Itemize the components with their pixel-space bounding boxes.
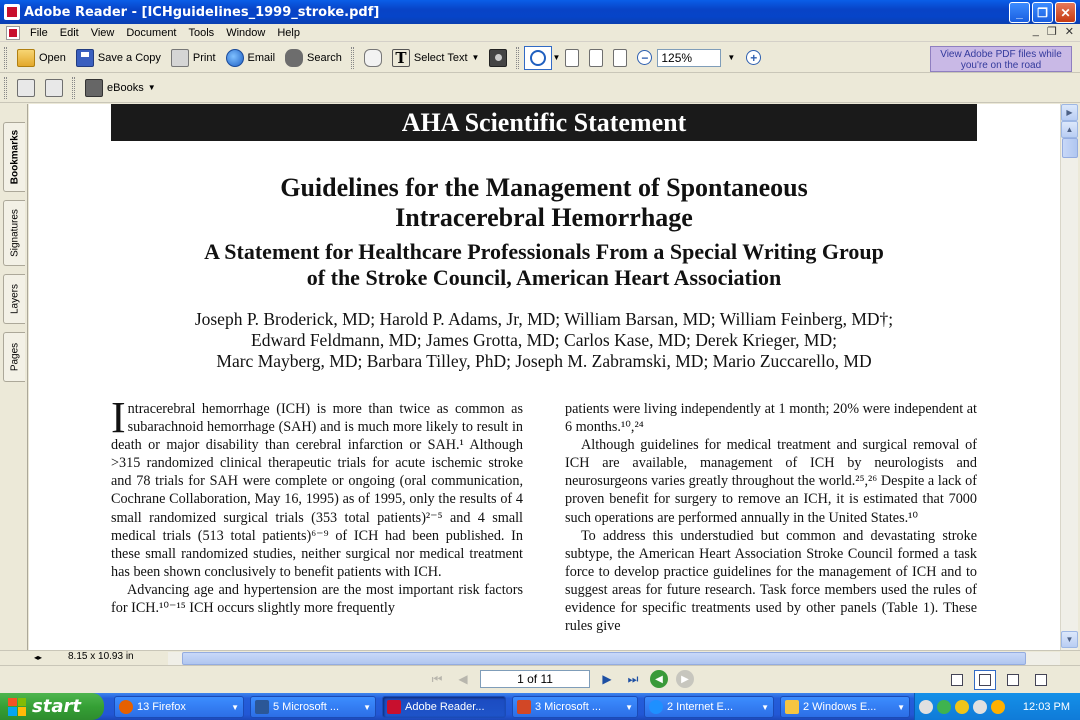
printer-icon [171,49,189,67]
pages-icon [45,79,63,97]
folder-open-icon [17,49,35,67]
word-icon [255,700,269,714]
task-label: 2 Internet E... [667,701,734,713]
menu-window[interactable]: Window [226,26,266,39]
title-line: Guidelines for the Management of Spontaneous [280,173,808,202]
security-icon[interactable] [955,700,969,714]
author-list [111,309,977,372]
text-cursor-icon: T [392,49,410,67]
tab-pages[interactable]: Pages [3,332,25,382]
toolbar-grip[interactable] [516,47,519,69]
close-button[interactable]: ✕ [1055,2,1076,23]
page-icon [565,49,579,67]
previous-page-button[interactable]: ◀ [458,672,468,686]
two-pages-button[interactable] [40,76,68,100]
tray-expand-icon[interactable] [919,700,933,714]
floppy-disk-icon [76,49,94,67]
minimize-button[interactable]: _ [1009,2,1030,23]
task-label: Adobe Reader... [405,701,485,713]
save-copy-button[interactable] [71,46,166,70]
facing-button[interactable] [1002,670,1024,690]
volume-icon[interactable] [973,700,987,714]
paragraph: Advancing age and hypertension are the most important risk factors for ICH.¹⁰⁻¹⁵ ICH occurs slightly more frequently [111,581,523,617]
paragraph-text: ntracerebral hemorrhage (ICH) is more than twice as common as subarachnoid hemorrhage (SAH) and is much more likely to result in death or major disability than cerebral infarction or SAH.¹ Although >315 randomized clinical therapeutic trials for acute ischemic stroke and 78 trials for SAH were complete or ongoing (oral communication, Cochrane Collaboration, May 16, 1995) as of 1995, only the results of 4 small randomized surgical trials (353 total patients)²⁻⁵ and 4 small medical trials (513 total patients)⁶⁻⁹ of ICH had been published. In these small randomized studies, neither surgical nor medical treatment has been shown conclusively to benefit patients with ICH. [111,401,523,580]
zoom-tool-button[interactable] [524,46,552,70]
start-label: start [32,696,81,717]
user-icon[interactable] [991,700,1005,714]
menu-tools[interactable]: Tools [188,26,215,39]
title-bar [0,0,1080,24]
tab-signatures[interactable]: Signatures [3,200,25,266]
task-adobe-reader[interactable] [382,696,506,718]
email-label: Email [247,51,276,64]
scroll-down-button[interactable]: ▼ [1061,631,1078,648]
minus-icon: − [637,50,652,65]
zoom-in-button[interactable] [741,46,766,70]
hand-icon [364,49,382,67]
document-title [111,173,977,233]
task-windows-explorer[interactable] [780,696,910,718]
open-label: Open [39,51,66,64]
save-copy-label: Save a Copy [97,51,161,64]
internet-explorer-icon [649,700,663,714]
author-line: Edward Feldmann, MD; James Grotta, MD; Carlos Kase, MD; Derek Krieger, MD; [251,330,837,350]
navigation-pane [0,104,28,650]
chevron-down-icon: ▼ [761,702,769,712]
menu-document[interactable]: Document [126,26,177,39]
search-label: Search [307,51,342,64]
task-internet-explorer[interactable] [644,696,774,718]
page-icon [613,49,627,67]
adobe-promo-banner[interactable]: View Adobe PDF files while you're on the road [930,46,1072,72]
task-microsoft-word[interactable] [250,696,376,718]
page-controls [428,670,694,688]
scroll-up-button[interactable]: ▲ [1061,121,1078,138]
chevron-down-icon[interactable]: ▼ [552,53,561,62]
doc-close-button[interactable]: ✕ [1064,26,1074,38]
ebooks-label: eBooks [107,81,144,94]
task-label: 13 Firefox [137,701,186,713]
zoom-level-field[interactable]: 125% [657,49,721,67]
facing-icon [1007,674,1019,686]
vertical-scrollbar[interactable] [1060,104,1078,650]
task-microsoft-powerpoint[interactable] [512,696,638,718]
continuous-facing-button[interactable] [1030,670,1052,690]
statement-banner: AHA Scientific Statement [111,104,977,141]
page-size-indicator [0,651,150,665]
camera-icon [489,49,507,67]
network-icon[interactable] [937,700,951,714]
window-title: Adobe Reader - [ICHguidelines_1999_stroke.pdf] [24,4,380,20]
adobe-reader-icon [387,700,401,714]
menu-view[interactable]: View [90,26,115,39]
first-page-button[interactable]: ⏮ [431,671,443,686]
rotate-page-icon [17,79,35,97]
resize-grip-icon[interactable]: ◂▸ [34,653,43,662]
snapshot-button[interactable] [484,46,512,70]
email-icon [226,49,244,67]
fit-page-button[interactable] [584,46,608,70]
firefox-icon [119,700,133,714]
document-window-controls [1033,25,1074,38]
document-subtitle [111,239,977,291]
windows-logo-icon [8,698,26,716]
adobe-reader-icon [4,4,20,20]
page-icon [589,49,603,67]
continuous-button[interactable] [974,670,996,690]
text-column-right [565,400,977,635]
search-button[interactable] [280,46,347,70]
tab-bookmarks[interactable]: Bookmarks [3,122,25,192]
subtitle-line: A Statement for Healthcare Professionals From a Special Writing Group [204,239,884,264]
print-button[interactable] [166,46,221,70]
menu-file[interactable]: File [30,26,48,39]
go-back-button[interactable]: ◀ [650,670,668,688]
toolbar-grip[interactable] [4,47,7,69]
ebook-icon [85,79,103,97]
page-layout-controls [946,670,1052,690]
single-page-button[interactable] [946,670,968,690]
toolbar-grip[interactable] [72,77,75,99]
author-line: Marc Mayberg, MD; Barbara Tilley, PhD; Joseph M. Zabramski, MD; Mario Zuccarello, MD [216,351,872,371]
text-column-left [111,393,523,617]
powerpoint-icon [517,700,531,714]
next-page-button[interactable]: ▶ [602,672,612,686]
rotate-button[interactable] [12,76,40,100]
page-size-text: 8.15 x 10.93 in [68,651,134,662]
open-button[interactable] [12,46,71,70]
single-page-icon [951,674,963,686]
ebooks-button[interactable] [80,76,161,100]
doc-minimize-button[interactable]: _ [1032,25,1039,37]
last-page-button[interactable]: ⏭ [627,671,639,686]
paragraph [111,393,523,581]
fit-width-button[interactable] [608,46,632,70]
task-label: 5 Microsoft ... [273,701,340,713]
page-navigation-bar [0,665,1080,693]
print-label: Print [192,51,216,64]
magnifier-icon [530,50,546,66]
chevron-down-icon[interactable]: ▼ [147,83,156,92]
toolbar-grip[interactable] [4,77,7,99]
secondary-toolbar [0,73,1080,103]
select-text-label: Select Text [413,51,468,64]
menu-edit[interactable]: Edit [59,26,79,39]
start-button[interactable] [0,693,104,720]
restore-button[interactable]: ❐ [1032,2,1053,23]
title-line: Intracerebral Hemorrhage [395,203,693,232]
zoom-out-button[interactable] [632,46,657,70]
tab-layers[interactable]: Layers [3,274,25,324]
task-label: 3 Microsoft ... [535,701,602,713]
email-button[interactable] [221,46,281,70]
chevron-down-icon: ▼ [231,702,239,712]
window-controls [1009,2,1076,23]
subtitle-line: of the Stroke Council, American Heart Association [306,265,782,290]
main-toolbar [0,43,1080,73]
folder-icon [785,700,799,714]
binoculars-icon [285,49,303,67]
drop-cap: I [111,393,126,442]
task-label: 2 Windows E... [803,701,877,713]
chevron-down-icon: ▼ [625,702,633,712]
paragraph: Although guidelines for medical treatment and surgical removal of ICH are available, management of ICH by neurologists and neurosurgeons varies greatly throughout the world.²⁵,²⁶ Despite a lack of proven benefit for surgery to remove an ICH, it is estimated that 7000 such operations are performed annually in the United States.¹⁰ [565,437,977,526]
chevron-down-icon[interactable]: ▼ [471,53,480,62]
menu-bar [0,24,1080,42]
plus-icon: + [746,50,761,65]
scroll-thumb[interactable] [1062,138,1078,158]
horizontal-scrollbar[interactable] [168,652,1060,665]
paragraph: To address this understudied but common and devastating stroke subtype, the American Heart Association Stroke Council formed a task force to develop practice guidelines for the management of ICH and to suggest areas for future research. Task force members used the rules of evidence for specific treatments used by other panels (Table 1). These rules give [565,527,977,635]
document-icon[interactable] [6,26,20,40]
paragraph: patients were living independently at 1 month; 20% were independent at 6 months.¹⁰,²⁴ [565,401,977,436]
panel-expand-button[interactable]: ▶ [1061,104,1078,121]
hand-tool-button[interactable] [359,46,387,70]
system-tray [914,693,1080,720]
toolbar-grip[interactable] [351,47,354,69]
document-view[interactable] [29,104,1060,650]
doc-restore-button[interactable]: ❐ [1046,26,1057,38]
author-line: Joseph P. Broderick, MD; Harold P. Adams, Jr, MD; William Barsan, MD; William Feinberg, MD†; [194,309,894,329]
continuous-icon [979,674,991,686]
menu-help[interactable]: Help [277,26,300,39]
go-forward-button[interactable]: ▶ [676,670,694,688]
clock[interactable]: 12:03 PM [1022,700,1070,713]
page-number-field[interactable]: 1 of 11 [480,670,590,688]
task-firefox[interactable] [114,696,244,718]
taskbar [0,693,1080,720]
actual-size-button[interactable] [560,46,584,70]
select-text-button[interactable] [387,46,485,70]
status-row [0,650,1080,665]
chevron-down-icon[interactable]: ▼ [727,53,736,62]
chevron-down-icon: ▼ [363,702,371,712]
continuous-facing-icon [1035,674,1047,686]
chevron-down-icon: ▼ [897,702,905,712]
horizontal-scroll-thumb[interactable] [182,652,1026,665]
